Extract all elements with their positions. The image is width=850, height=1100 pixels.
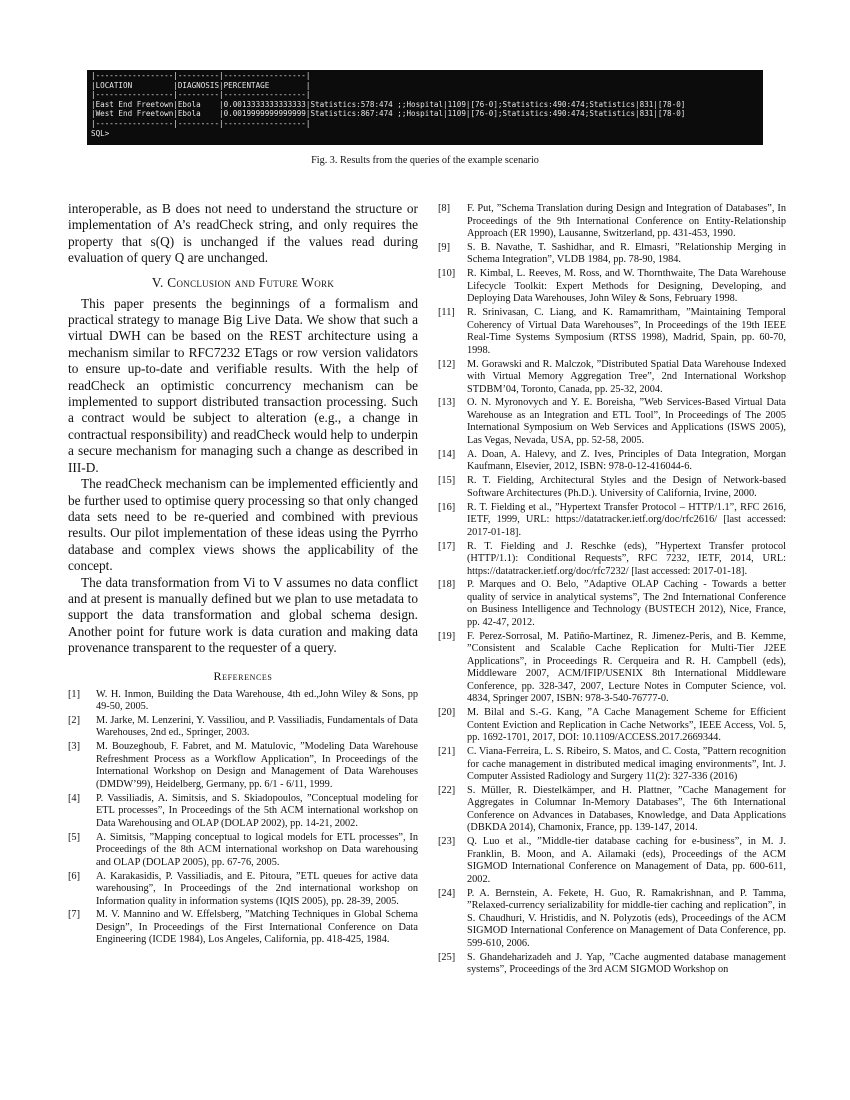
reference-text: S. Müller, R. Diestelkämper, and H. Plattner, ”Cache Management for Aggregates in Columnar In-Memory Databases”, The 6th International Conference on Advances in Databases, Knowledge, and Data Applications (DBKDA 2014), Chamonix, France, pp. 139-147, 2014. <box>467 784 786 834</box>
reference-entry <box>68 793 418 831</box>
reference-entry <box>438 397 786 447</box>
terminal-line: |West End Freetown|Ebola |0.0019999999999999|Statistics:867:474 ;;Hospital|1109|[76-0];Statistics:490:474;Statistics|831|[78-0] <box>91 109 686 119</box>
left-column <box>68 201 418 948</box>
reference-entry <box>438 785 786 835</box>
reference-text: P. Vassiliadis, A. Simitsis, and S. Skiadopoulos, ”Conceptual modeling for ETL processes”, In Proceedings of the 5th ACM international workshop on Data Warehousing and OLAP (DOLAP 2002), pp. 14-21, 2002. <box>96 792 418 829</box>
reference-number: [5] <box>68 831 81 843</box>
reference-text: A. Simitsis, ”Mapping conceptual to logical models for ETL processes”, In Proceedings of the 8th ACM international workshop on Data warehousing and OLAP (DOLAP 2005), pp. 67-76, 2005. <box>96 831 418 868</box>
reference-entry <box>438 888 786 951</box>
reference-number: [8] <box>438 203 451 214</box>
reference-entry <box>68 741 418 791</box>
reference-entry <box>438 952 786 977</box>
reference-text: R. T. Fielding, Architectural Styles and the Design of Network-based Software Architectures (Ph.D.). University of California, Irvine, 2000. <box>467 475 786 499</box>
reference-number: [9] <box>438 241 451 253</box>
terminal-figure <box>87 70 763 145</box>
reference-text: P. Marques and O. Belo, ”Adaptive OLAP Caching - Towards a better quality of service in analytical systems”, The 2nd International Conference on Business Intelligence and Technology (BUSTECH 2012), Nice, France, pp. 42-47, 2012. <box>467 579 786 628</box>
reference-text: P. A. Bernstein, A. Fekete, H. Guo, R. Ramakrishnan, and P. Tamma, ”Relaxed-currency serializability for middle-tier caching and replication”, in S. Chaudhuri, V. Hristidis, and N. Polyzotis (eds), Proceedings of the ACM SIGMOD International Conference on Management of Data Conference, pp. 599-610, 2006. <box>467 887 786 949</box>
reference-text: M. Gorawski and R. Malczok, ”Distributed Spatial Data Warehouse Indexed with Virtual Memory Aggregation Tree”, 2nd International Workshop STDBM’04, Toronto, Canada, pp. 25-32, 2004. <box>467 358 786 395</box>
reference-number: [15] <box>438 475 456 487</box>
reference-text: M. Bouzeghoub, F. Fabret, and M. Matulovic, ”Modeling Data Warehouse Refreshment Process as a Workflow Application”, In Proceedings of the International Workshop on Design and Management of Data Warehouses (DMDW’99), Heidelberg, Germany, pp. 6/1 - 6/11, 1999. <box>96 741 418 790</box>
reference-entry <box>438 449 786 474</box>
reference-entry <box>68 689 418 714</box>
reference-entry <box>438 541 786 579</box>
reference-text: M. V. Mannino and W. Effelsberg, ”Matching Techniques in Global Schema Design”, In Proceedings of the First International Conference on Data Engineering (ICDE 1984), Los Angeles, California, pp. 418-425, 1984. <box>96 909 418 946</box>
reference-entry <box>438 631 786 706</box>
reference-number: [12] <box>438 358 456 370</box>
terminal-line: |East End Freetown|Ebola |0.0013333333333333|Statistics:578:474 ;;Hospital|1109|[76-0];Statistics:490:474;Statistics|831|[78-0] <box>91 99 686 109</box>
reference-list-left <box>68 689 418 947</box>
reference-number: [18] <box>438 579 456 591</box>
reference-number: [7] <box>68 909 81 921</box>
reference-text: M. Jarke, M. Lenzerini, Y. Vassiliou, and P. Vassiliadis, Fundamentals of Data Warehouses, 2nd ed., Springer, 2003. <box>96 714 418 739</box>
reference-text: A. Karakasidis, P. Vassiliadis, and E. Pitoura, ”ETL queues for active data warehousing”, In Proceedings of the 2nd international workshop on Information quality in information systems (IQIS 2005), pp. 28-39, 2005. <box>96 870 418 907</box>
reference-number: [6] <box>68 870 81 882</box>
reference-number: [19] <box>438 630 456 642</box>
reference-entry <box>438 359 786 397</box>
reference-text: R. Srinivasan, C. Liang, and K. Ramamritham, ”Maintaining Temporal Coherency of Virtual Data Warehouses”, In Proceedings of the 19th IEEE Real-Time Systems Symposium (RTSS 1998), Madrid, Spain, pp. 60-70, 1998. <box>467 307 786 356</box>
reference-text: S. Ghandeharizadeh and J. Yap, ”Cache augmented database management systems”, Proceedings of the 3rd ACM SIGMOD Workshop on <box>467 951 786 976</box>
terminal-line: |-----------------|---------|------------------| <box>91 118 311 128</box>
terminal-line: |LOCATION |DIAGNOSIS|PERCENTAGE | <box>91 80 311 90</box>
reference-text: A. Doan, A. Halevy, and Z. Ives, Principles of Data Integration, Morgan Kaufmann, Elsevier, 2012, ISBN: 978-0-12-416044-6. <box>467 448 786 473</box>
reference-number: [16] <box>438 501 456 513</box>
reference-text: R. Kimbal, L. Reeves, M. Ross, and W. Thornthwaite, The Data Warehouse Lifecycle Toolkit: Expert Methods for Designing, Developing, and Deploying Data Warehouses, John Wiley & Sons, February 1998. <box>467 268 786 305</box>
reference-list-right <box>438 203 786 977</box>
reference-text: M. Bilal and S.-G. Kang, ”A Cache Management Scheme for Efficient Content Eviction and Replication in Cache Networks”, IEEE Access, Vol. 5, pp. 1692-1701, 2017, DOI: 10.1109/ACCESS.2017.2669344. <box>467 707 786 744</box>
terminal-output <box>91 71 759 138</box>
reference-entry <box>68 715 418 740</box>
intro-paragraph: interoperable, as B does not need to understand the structure or implementation of A’s readCheck string, and only requires the property that s(Q) is unchanged if the values read during evaluation of query Q are unchanged. <box>68 201 418 266</box>
reference-number: [10] <box>438 268 456 280</box>
reference-entry <box>68 909 418 947</box>
reference-number: [4] <box>68 792 81 804</box>
reference-number: [11] <box>438 307 455 319</box>
reference-entry <box>438 707 786 745</box>
reference-entry <box>68 871 418 909</box>
reference-text: S. B. Navathe, T. Sashidhar, and R. Elmasri, ”Relationship Merging in Schema Integration”, VLDB 1984, pp. 78-90, 1984. <box>467 241 786 266</box>
reference-entry <box>438 746 786 784</box>
reference-text: W. H. Inmon, Building the Data Warehouse, 4th ed.,John Wiley & Sons, pp 49-50, 2005. <box>96 688 418 713</box>
figure-caption: Fig. 3. Results from the queries of the example scenario <box>311 155 539 166</box>
reference-entry <box>438 203 786 241</box>
conclusion-paragraph-2: The readCheck mechanism can be implemented efficiently and be further used to optimise query processing so that only changed data sets need to be re-queried and combined with previous results. Our pilot implementation of these ideas using the Pyrrho database and complex views shows the applicability of the concept. <box>68 476 418 574</box>
reference-entry <box>438 475 786 500</box>
reference-text: F. Perez-Sorrosal, M. Patiño-Martinez, R. Jimenez-Peris, and B. Kemme, ”Consistent and Scalable Cache Replication for Multi-Tier J2EE Applications”, in Proceedings R. Cerqueira and R. H. Campbell (eds), Middleware 2007, ACM/IFIP/USENIX 8th International Middleware Conference, pp. 328-347, 2007, Lecture Notes in Computer Science, vol. 4834, Springer 2007, ISBN: 978-3-540-76777-0. <box>467 630 786 705</box>
reference-number: [24] <box>438 887 456 899</box>
reference-number: [20] <box>438 707 456 719</box>
reference-text: F. Put, ”Schema Translation during Design and Integration of Databases”, In Proceedings of the 9th International Conference on Entity-Relationship Approach (ER 1990), Lausanne, Switzerland, pp. 431-453, 1990. <box>467 203 786 239</box>
reference-number: [17] <box>438 540 456 552</box>
terminal-line: SQL> <box>91 128 110 138</box>
reference-number: [14] <box>438 448 456 460</box>
reference-entry <box>438 502 786 540</box>
right-column <box>438 203 786 978</box>
terminal-line: |-----------------|---------|------------------| <box>91 71 311 80</box>
reference-entry <box>438 836 786 886</box>
reference-number: [2] <box>68 714 81 726</box>
reference-entry <box>438 268 786 306</box>
section-heading: V. Conclusion and Future Work <box>151 274 335 290</box>
reference-entry <box>438 579 786 629</box>
reference-entry <box>68 832 418 870</box>
reference-text: O. N. Myronovych and Y. E. Boreisha, ”Web Services-Based Virtual Data Warehouse as an Integration and ETL Tool”, In Proceedings of The 2005 International Symposium on Web Services and Applications (ISWS 2005), Las Vegas, Nevada, USA, pp. 52-58, 2005. <box>467 397 786 446</box>
reference-text: Q. Luo et al., ”Middle-tier database caching for e-business”, in M. J. Franklin, B. Moon, and A. Ailamaki (eds), Proceedings of the ACM SIGMOD International Conference on Management of Data, pp. 600-611, 2002. <box>467 836 786 885</box>
reference-entry <box>438 242 786 267</box>
reference-text: R. T. Fielding et al., ”Hypertext Transfer Protocol – HTTP/1.1”, RFC 2616, IETF, 1999, URL: https://datatracker.ietf.org/doc/rfc2616/ [last accessed: 2017-01-18]. <box>467 501 786 538</box>
conclusion-paragraph-1: This paper presents the beginnings of a formalism and practical strategy to manage Big Live Data. We show that such a virtual DWH can be based on the REST architecture using a mechanism similar to RFC7232 ETags or row version validators to ensure up-to-date and verifiable results. With the help of readCheck an optimistic concurrency mechanism can be implemented to support distributed transaction processing. Such a contract would be subject to alteration (e.g., a change in contractual responsibility) and readCheck would help to underpin a secure mechanism for managing such a change as described in III-D. <box>68 295 418 475</box>
reference-number: [23] <box>438 836 456 848</box>
reference-text: R. T. Fielding and J. Reschke (eds), ”Hypertext Transfer protocol (HTTP/1.1): Conditional Requests”, RFC 7232, IETF, 2014, URL: https://datatracker.ietf.org/doc/rfc7232/ [last accessed: 2017-01-18]. <box>467 540 786 577</box>
reference-number: [22] <box>438 784 456 796</box>
reference-number: [1] <box>68 688 81 700</box>
conclusion-paragraph-3: The data transformation from Vi to V assumes no data conflict and at present is manually defined but we plan to use metadata to support the data transformation and global schema design. Another point for future work is data curation and making data provenance transparent to the requester of a query. <box>68 574 418 656</box>
reference-number: [21] <box>438 746 456 758</box>
reference-number: [25] <box>438 951 456 963</box>
reference-text: C. Viana-Ferreira, L. S. Ribeiro, S. Matos, and C. Costa, ”Pattern recognition for cache management in distributed medical imaging environments”, Int. J. Computer Assisted Radiology and Surgery 11(2): 327-336 (2016) <box>467 746 786 783</box>
reference-number: [13] <box>438 397 456 409</box>
terminal-line: |-----------------|---------|------------------| <box>91 90 311 100</box>
reference-entry <box>438 307 786 357</box>
reference-number: [3] <box>68 741 81 753</box>
references-heading: References <box>213 668 273 683</box>
